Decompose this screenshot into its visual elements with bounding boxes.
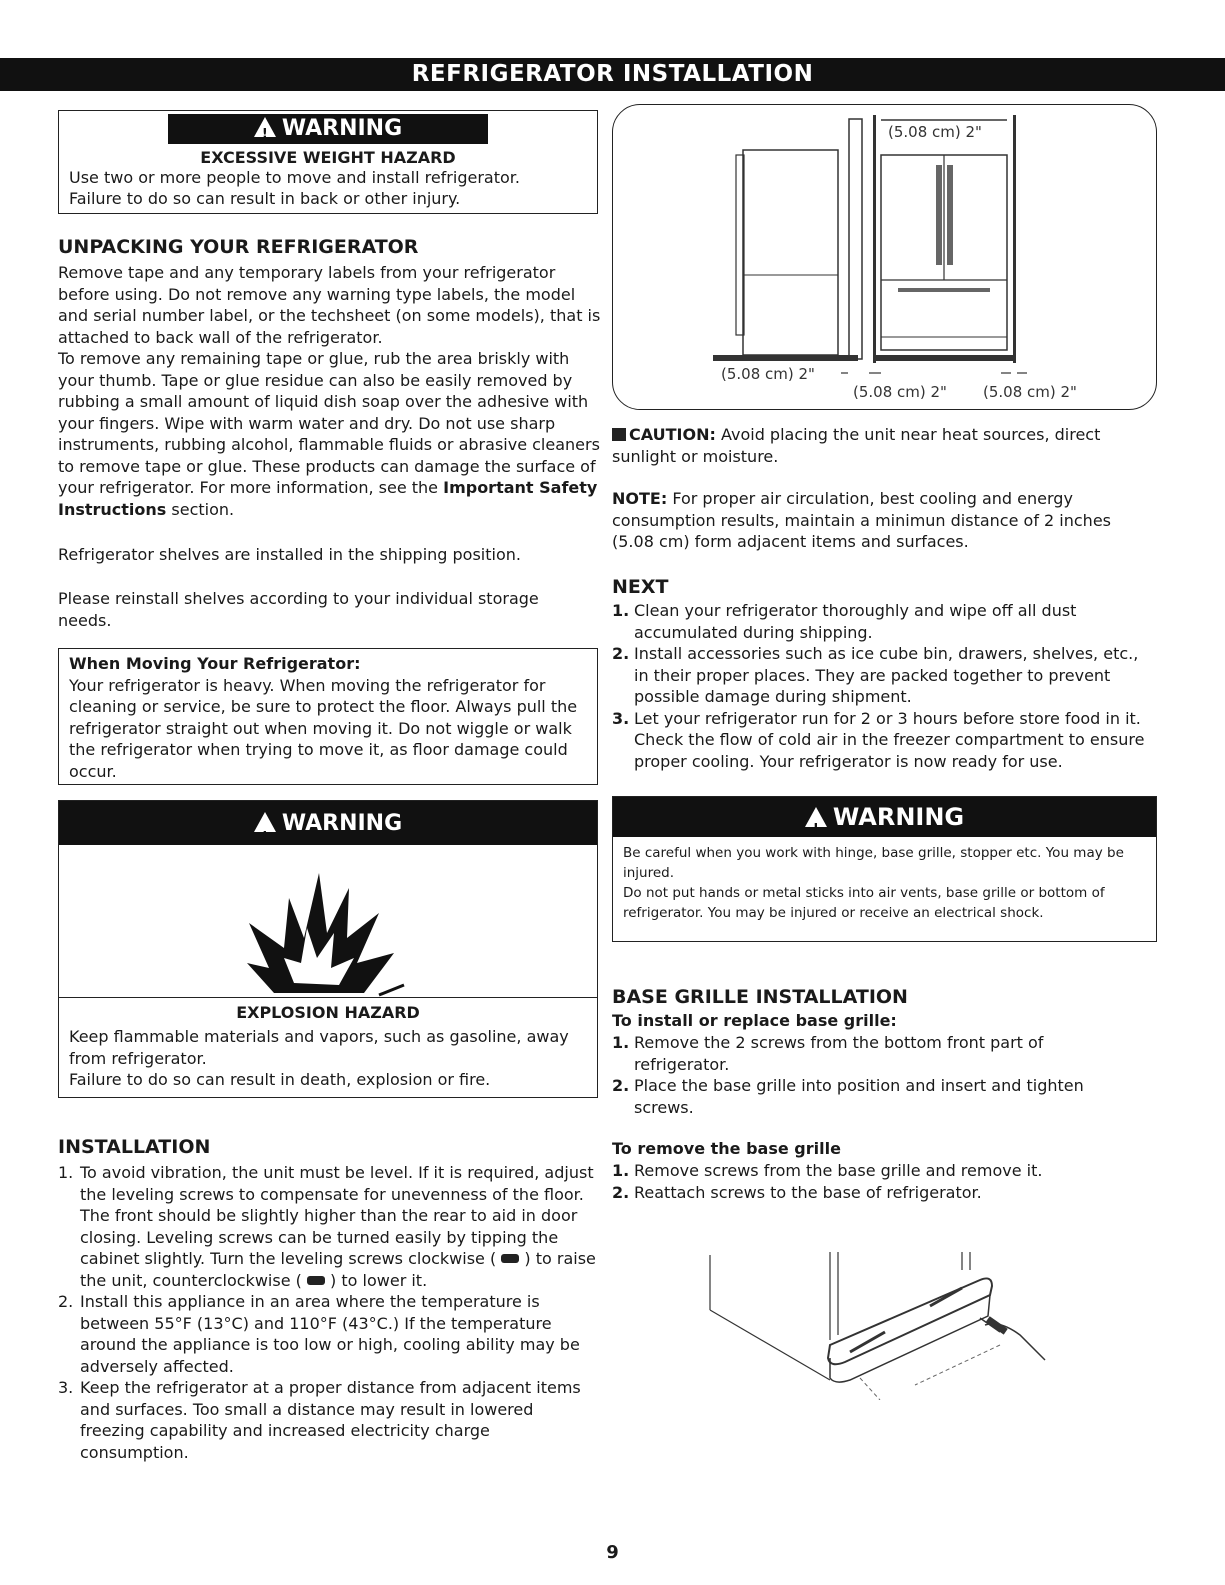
warning-header: [613, 797, 1156, 837]
warning-line: Do not put hands or metal sticks into air vents, base grille or bottom of refrigerator. You may be injured or receive an electrical shock.: [623, 885, 1105, 921]
moving-text: Your refrigerator is heavy. When moving the refrigerator for cleaning or service, be sure to protect the floor. Always pull the refrigerator straight out when moving it. Do not wiggle or walk the refrigerator when trying to move it, as floor damage could occur.: [69, 675, 578, 781]
next-list: [612, 600, 1157, 772]
warning-line: Failure to do so can result in death, explosion or fire.: [69, 1070, 491, 1089]
unpacking-heading: UNPACKING YOUR REFRIGERATOR: [58, 236, 419, 258]
warning-line: Failure to do so can result in back or other injury.: [69, 189, 461, 208]
warning-title: WARNING: [832, 803, 965, 831]
warning-header: [168, 114, 488, 144]
note-label: NOTE:: [612, 489, 668, 508]
warning-box-grille: [612, 796, 1157, 942]
note-text: NOTE: For proper air circulation, best cooling and energy consumption results, maintain a minimun distance of 2 inches (5.08 cm) form adjacent items and surfaces.: [612, 489, 1111, 551]
moving-box: [58, 648, 598, 785]
basegrille-install-list: [612, 1032, 1132, 1118]
basegrille-subheading-remove: To remove the base grille: [612, 1139, 841, 1158]
hazard-title: EXCESSIVE WEIGHT HAZARD: [200, 148, 456, 167]
moving-title: When Moving Your Refrigerator:: [69, 654, 361, 673]
shelves-reinstall: Please reinstall shelves according to your individual storage needs.: [58, 589, 539, 630]
warning-triangle-icon: [254, 117, 276, 137]
list-item: 1. To avoid vibration, the unit must be level. If it is required, adjust the leveling screws to compensate for unevenness of the floor. The front should be slightly higher than the rear to aid in door closing. Leveling screws can be turned easily by tipping the cabinet slightly. Turn the leveling screws clockwise ( ) to raise the unit, counterclockwise ( ) to lower it.: [58, 1163, 596, 1290]
refrigerator-clearance-illustration: [613, 105, 1155, 408]
warning-triangle-icon: [805, 807, 827, 827]
counterclockwise-icon: [307, 1276, 325, 1285]
list-item: 2. Install accessories such as ice cube bin, drawers, shelves, etc., in their proper places. They are packed together to prevent possible damage during shipment.: [612, 644, 1139, 706]
warning-box-explosion: [58, 800, 598, 1098]
clockwise-icon: [501, 1254, 519, 1263]
warning-title: WARNING: [281, 116, 403, 141]
list-item: 1. Remove screws from the base grille and remove it.: [612, 1161, 1043, 1180]
caution-text: CAUTION: Avoid placing the unit near heat sources, direct sunlight or moisture.: [612, 425, 1101, 466]
list-item: 2. Install this appliance in an area where the temperature is between 55°F (13°C) and 110°F (43°C.) If the temperature around the appliance is too low or high, cooling ability may be adversely affected.: [58, 1292, 580, 1376]
hazard-title: EXPLOSION HAZARD: [236, 1003, 420, 1022]
unpacking-paragraph: To remove any remaining tape or glue, rub the area briskly with your thumb. Tape or glue residue can also be easily removed by rubbing a small amount of liquid dish soap over the adhesive with your fingers. Wipe with warm water and dry. Do not use sharp instruments, rubbing alcohol, flammable fluids or abrasive cleaners to remove tape or glue. These products can damage the surface of your refrigerator. For more information, see the Important Safety Instructions section.: [58, 349, 600, 519]
basegrille-remove-list: [612, 1160, 1157, 1203]
installation-heading: INSTALLATION: [58, 1136, 211, 1158]
list-item: 2. Reattach screws to the base of refrigerator.: [612, 1182, 982, 1202]
clearance-side-label: (5.08 cm) 2": [983, 383, 1077, 401]
basegrille-heading: BASE GRILLE INSTALLATION: [612, 986, 908, 1008]
unpacking-paragraph: Remove tape and any temporary labels from your refrigerator before using. Do not remove any warning type labels, the model and serial number label, or the techsheet (on some models), that is attached to back wall of the refrigerator.: [58, 263, 601, 347]
warning-title: WARNING: [281, 811, 403, 836]
warning-header: [59, 801, 597, 845]
warning-text: [59, 167, 597, 209]
list-item: 3. Keep the refrigerator at a proper distance from adjacent items and surfaces. Too small a distance may result in lowered freezing capability and increased electricity charge consumption.: [58, 1378, 581, 1462]
clearance-top-label: (5.08 cm) 2": [888, 123, 982, 141]
warning-text: [613, 837, 1156, 923]
list-item: 1. Remove the 2 screws from the bottom front part of refrigerator.: [612, 1033, 1044, 1074]
page-number: 9: [606, 1542, 619, 1563]
list-item: 2. Place the base grille into position and insert and tighten screws.: [612, 1076, 1084, 1117]
base-grille-illustration: [700, 1250, 1070, 1400]
caution-label: CAUTION:: [629, 425, 716, 444]
clearance-diagram: [612, 104, 1157, 410]
installation-list: [58, 1162, 603, 1463]
warning-text: [69, 1026, 589, 1091]
next-heading: NEXT: [612, 576, 669, 598]
safety-link-text: Important Safety Instructions: [58, 478, 598, 519]
list-item: 1. Clean your refrigerator thoroughly and wipe off all dust accumulated during shipping.: [612, 601, 1077, 642]
clearance-side-label: (5.08 cm) 2": [853, 383, 947, 401]
unpacking-text: [58, 262, 603, 520]
basegrille-subheading-install: To install or replace base grille:: [612, 1011, 897, 1030]
warning-box-weight: [58, 110, 598, 214]
explosion-icon: [239, 853, 409, 998]
list-item: 3. Let your refrigerator run for 2 or 3 hours before store food in it. Check the flow of cold air in the freezer compartment to ensure proper cooling. Your refrigerator is now ready for use.: [612, 708, 1145, 771]
shelves-note: Refrigerator shelves are installed in the shipping position.: [58, 545, 521, 564]
warning-line: Use two or more people to move and install refrigerator.: [69, 168, 520, 187]
page-banner: REFRIGERATOR INSTALLATION: [0, 58, 1225, 91]
caution-icon: [612, 428, 626, 441]
warning-line: Be careful when you work with hinge, base grille, stopper etc. You may be injured.: [623, 845, 1124, 881]
clearance-back-label: (5.08 cm) 2": [721, 365, 815, 383]
warning-line: Keep flammable materials and vapors, such as gasoline, away from refrigerator.: [69, 1027, 569, 1068]
warning-triangle-icon: [254, 812, 276, 832]
